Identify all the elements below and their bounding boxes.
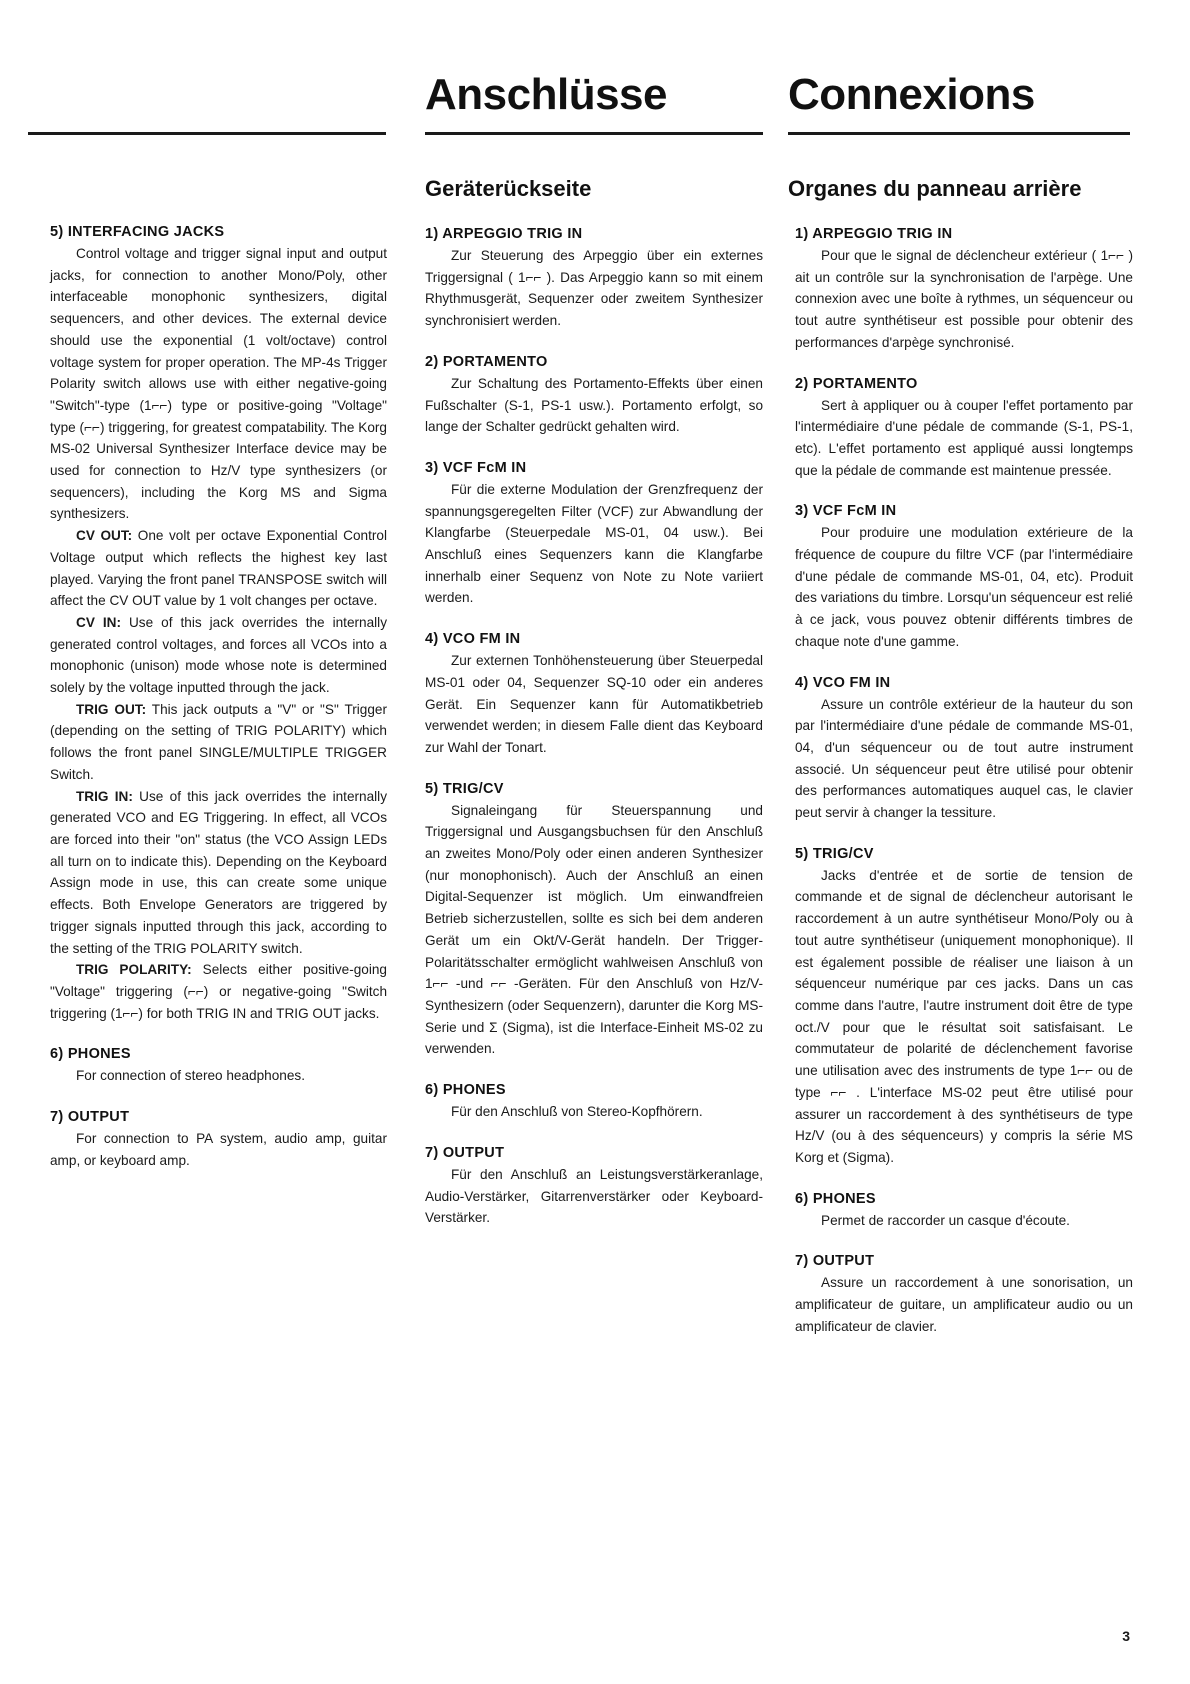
item-title: 5) TRIG/CV <box>425 780 504 797</box>
fr-item-1 <box>795 224 1133 354</box>
item-title: 1) ARPEGGIO TRIG IN <box>795 226 953 242</box>
header-rule-middle <box>425 132 763 135</box>
item-body: Permet de raccorder un casque d'écoute. <box>821 1212 1070 1228</box>
item-title: 4) VCO FM IN <box>425 631 521 648</box>
sub-lead: CV OUT: <box>76 528 133 544</box>
section-heading-french: Organes du panneau arrière <box>788 176 1082 201</box>
item-title: 6) PHONES <box>425 1082 506 1099</box>
sub-text: One volt per octave Exponential Control Voltage output which reflects the highest key last played. Varying the front panel TRANSPOSE switch will affect the CV OUT value by 1 volt changes per octave. <box>50 528 387 609</box>
section-interfacing-jacks-en <box>50 222 387 1024</box>
de-item-1 <box>425 224 763 332</box>
item-body: Signaleingang für Steuerspannung und Triggersignal und Ausgangsbuchsen für den Anschluß an zweites Mono/Poly oder einen anderen Synthesizer (nur monophonisch). Auch der Anschluß an einen Digital-Sequenzer ist möglich. Um einwandfreien Betrieb sicherzustellen, sollte es sich bei dem anderen Gerät um ein Okt/V-Gerät handeln. Der Trigger-Polaritätsschalter ermöglicht wahlweisen Anschluß von 1⌐⌐ -und ⌐⌐ -Geräten. Für den Anschluß von Hz/V-Synthesizern (oder Sequenzern), darunter die Korg MS-Serie und Σ (Sigma), ist die Interface-Einheit MS-02 zu verwenden. <box>425 802 763 1057</box>
item-body: Für die externe Modulation der Grenzfrequenz der spannungsgeregelten Filter (VCF) zur Abwandlung der Klangfarbe (Steuerpedale MS-01, 04 usw.). Bei Anschluß eines Sequenzers kann die Klangfarbe innerhalb einer Sequenz von Note zu Note variiert werden. <box>425 481 763 606</box>
item-title: 5) TRIG/CV <box>795 845 874 862</box>
header-rule-right <box>788 132 1130 135</box>
item-title: 5) INTERFACING JACKS <box>50 224 225 240</box>
sub-text: Use of this jack overrides the internally generated VCO and EG Triggering. In effect, all VCOs are forced into their "on" status (the VCO Assign LEDs all turn on to indicate this). Depending on the Keyboard Assign mode in use, this can create some unique effects. Both Envelope Generators are triggered by trigger signals inputted through this jack, according to the setting of the TRIG POLARITY switch. <box>50 788 387 956</box>
sub-text: This jack outputs a "V" or "S" Trigger (depending on the setting of TRIG POLARITY) which follows the front panel SINGLE/MULTIPLE TRIGGER Switch. <box>50 701 387 782</box>
french-column <box>788 176 1133 1357</box>
item-title: 7) OUTPUT <box>795 1253 875 1270</box>
cv-in-paragraph <box>50 612 387 699</box>
item-body: Für den Anschluß an Leistungsverstärkeranlage, Audio-Verstärker, Gitarrenverstärker oder Keyboard-Verstärker. <box>425 1166 763 1226</box>
sub-lead: TRIG OUT: <box>76 701 147 717</box>
page-number: 3 <box>1122 1628 1130 1644</box>
section-heading-german: Geräterückseite <box>425 176 592 201</box>
item-body: Assure un raccordement à une sonorisation, un amplificateur de guitare, un amplificateur audio ou un amplificateur de clavier. <box>795 1275 1133 1334</box>
trig-polarity-paragraph <box>50 959 387 1024</box>
item-body: Sert à appliquer ou à couper l'effet portamento par l'intermédiaire d'une pédale de commande (S-1, PS-1, etc). L'effet portamento est appliqué aussi longtemps que la pédale de commande est maintenue pressée. <box>795 397 1133 478</box>
item-title: 1) ARPEGGIO TRIG IN <box>425 226 583 242</box>
item-body: Zur Steuerung des Arpeggio über ein externes Triggersignal ( 1⌐⌐ ). Das Arpeggio kann so mit einem Rhythmusgerät, Sequenzer oder zweitem Synthesizer synchronisiert werden. <box>425 248 763 329</box>
item-title: 6) PHONES <box>795 1190 876 1207</box>
cv-out-paragraph <box>50 525 387 612</box>
header-rule-left <box>28 132 386 135</box>
fr-item-7 <box>795 1251 1133 1337</box>
trig-out-paragraph <box>50 699 387 786</box>
section-output-en <box>50 1107 387 1171</box>
fr-item-4 <box>795 673 1133 824</box>
item-body: Jacks d'entrée et de sortie de tension de commande et de signal de déclencheur autorisant le raccordement à un autre synthétiseur Mono/Poly ou à tout autre synthétiseur (uniquement monophonique). Il est également possible de réaliser une liaison à un séquenceur numérique par ces jacks. Dans un cas comme dans l'autre, l'autre instrument doit être de type oct./V pour que le résultat soit satisfaisant. Le commutateur de polarité de déclenchement favorise une utilisation avec des instruments de type 1⌐⌐ ou de type ⌐⌐ . L'interface MS-02 peut être utilisé pour assurer un raccordement à des synthétiseurs de type Hz/V (ou à des séquenceurs) y compris la série MS Korg et (Sigma). <box>795 867 1133 1165</box>
sub-lead: TRIG POLARITY: <box>76 962 192 978</box>
sub-text: Selects either positive-going "Voltage" triggering (⌐⌐) or negative-going "Switch triggering (1⌐⌐) for both TRIG IN and TRIG OUT jacks. <box>50 962 387 1021</box>
de-item-6 <box>425 1080 763 1123</box>
item-title: 7) OUTPUT <box>425 1144 505 1161</box>
de-item-3 <box>425 458 763 609</box>
fr-item-3 <box>795 501 1133 652</box>
item-body: Pour que le signal de déclencheur extérieur ( 1⌐⌐ ) ait un contrôle sur la synchronisation de l'arpège. Une connexion avec une boîte à rythmes, un séquenceur ou tout autre synthétiseur est possible pour obtenir des performances d'arpège synchronisé. <box>795 248 1133 350</box>
de-item-2 <box>425 352 763 438</box>
sub-lead: CV IN: <box>76 614 121 630</box>
item-body: Für den Anschluß von Stereo-Kopfhörern. <box>451 1104 703 1120</box>
fr-item-5 <box>795 844 1133 1169</box>
english-column <box>50 222 387 1191</box>
german-column <box>425 176 763 1249</box>
section-phones-en <box>50 1044 387 1087</box>
trig-in-paragraph <box>50 786 387 960</box>
sub-lead: TRIG IN: <box>76 788 133 804</box>
item-body: Pour produire une modulation extérieure de la fréquence de coupure du filtre VCF (par l'intermédiaire d'une pédale de commande MS-01, 04, etc). Produit des variations du timbre. Lorsqu'un séquenceur est relié à ce jack, vous pouvez obtenir différents timbres de chaque note d'une gamme. <box>795 525 1133 649</box>
item-title: 7) OUTPUT <box>50 1109 130 1126</box>
sub-text: Use of this jack overrides the internally generated control voltages, and forces all VCOs into a monophonic (unison) mode whose note is determined solely by the voltage inputted through the jack. <box>50 614 388 696</box>
page-title-french: Connexions <box>788 70 1035 119</box>
item-body: Assure un contrôle extérieur de la hauteur du son par l'intermédiaire d'une pédale de commande MS-01, 04, d'un séquenceur ou de tout autre instrument associé. Un séquenceur peut être utilisé pour obtenir des performances automatiques auquel cas, le clavier peut servir à changer la tessiture. <box>795 696 1133 821</box>
item-body: Control voltage and trigger signal input and output jacks, for connection to another Mono/Poly, other interfaceable monophonic synthesizers, digital sequencers, and other devices. The external device should use the exponential (1 volt/octave) control voltage system for proper operation. The MP-4s Trigger Polarity switch allows use with either negative-going "Switch"-type (1⌐⌐) type or positive-going "Voltage" type (⌐⌐) triggering, for greatest compatability. The Korg MS-02 Universal Synthesizer Interface device may be used for connection to Hz/V type synthesizers (or sequencers), including the Korg MS and Sigma synthesizers. <box>50 246 387 522</box>
de-item-7 <box>425 1143 763 1229</box>
item-title: 3) VCF FcM IN <box>795 503 897 520</box>
item-title: 2) PORTAMENTO <box>795 375 918 392</box>
item-body: Zur Schaltung des Portamento-Effekts über einen Fußschalter (S-1, PS-1 usw.). Portamento erfolgt, so lange der Schalter gedrückt gehalten wird. <box>425 375 763 435</box>
item-body: Zur externen Tonhöhensteuerung über Steuerpedal MS-01 oder 04, Sequenzer SQ-10 oder ein anderes Gerät. Ein Sequenzer kann für Automatikbetrieb verwendet werden; in diesem Falle dient das Keyboard zur Wahl der Tonart. <box>425 653 763 755</box>
item-title: 4) VCO FM IN <box>795 674 891 691</box>
de-item-4 <box>425 629 763 759</box>
item-title: 6) PHONES <box>50 1046 131 1063</box>
item-body: For connection of stereo headphones. <box>76 1068 305 1084</box>
item-title: 2) PORTAMENTO <box>425 353 548 370</box>
page-title-german: Anschlüsse <box>425 70 667 119</box>
item-title: 3) VCF FcM IN <box>425 459 527 476</box>
fr-item-2 <box>795 374 1133 482</box>
fr-item-6 <box>795 1189 1133 1232</box>
de-item-5 <box>425 779 763 1060</box>
item-body: For connection to PA system, audio amp, guitar amp, or keyboard amp. <box>50 1131 387 1168</box>
